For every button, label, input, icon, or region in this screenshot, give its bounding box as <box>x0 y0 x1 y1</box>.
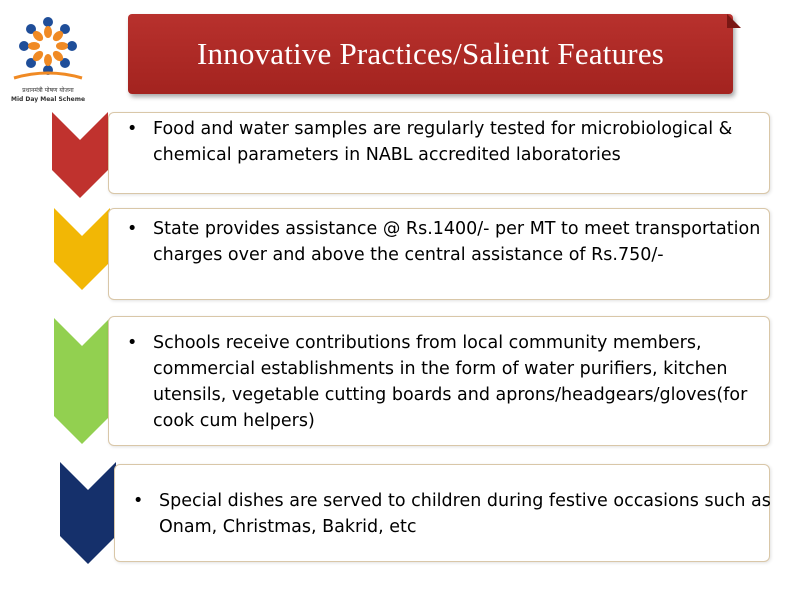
chevron-green-icon <box>54 318 110 444</box>
chevron-red-icon <box>52 112 110 198</box>
feature-box-3 <box>108 316 770 446</box>
logo-caption-local: प्रधानमंत्री पोषण योजना <box>22 87 74 94</box>
bullet: • <box>127 219 138 239</box>
item-text: State provides assistance @ Rs.1400/- per MT to meet transportation charges over and above the central assistance of Rs.750/- <box>153 219 761 265</box>
list-item <box>127 216 788 268</box>
mid-day-meal-logo <box>6 12 90 108</box>
page-title: Innovative Practices/Salient Features <box>196 36 665 71</box>
bullet: • <box>127 333 138 353</box>
feature-box-2 <box>108 208 770 300</box>
item-text: Schools receive contributions from local community members, commercial establishments in the form of water purifiers, kitchen utensils, vegetable cutting boards and aprons/headgears/gloves(for cook cum helpers) <box>153 333 748 431</box>
bullet: • <box>133 491 144 511</box>
list-item <box>127 116 783 168</box>
list-item <box>127 330 788 434</box>
title-banner <box>128 14 733 94</box>
item-text: Special dishes are served to children during festive occasions such as Onam, Christmas, Bakrid, etc <box>159 491 771 537</box>
chevron-navy-icon <box>60 462 116 564</box>
list-item <box>133 488 787 540</box>
item-text: Food and water samples are regularly tested for microbiological & chemical parameters in NABL accredited laboratories <box>153 119 733 165</box>
feature-box-1 <box>108 112 770 194</box>
chevron-yellow-icon <box>54 208 110 290</box>
feature-box-4 <box>114 464 770 562</box>
bullet: • <box>127 119 138 139</box>
logo-emblem-icon <box>6 12 90 84</box>
logo-caption: Mid Day Meal Scheme <box>10 96 86 103</box>
